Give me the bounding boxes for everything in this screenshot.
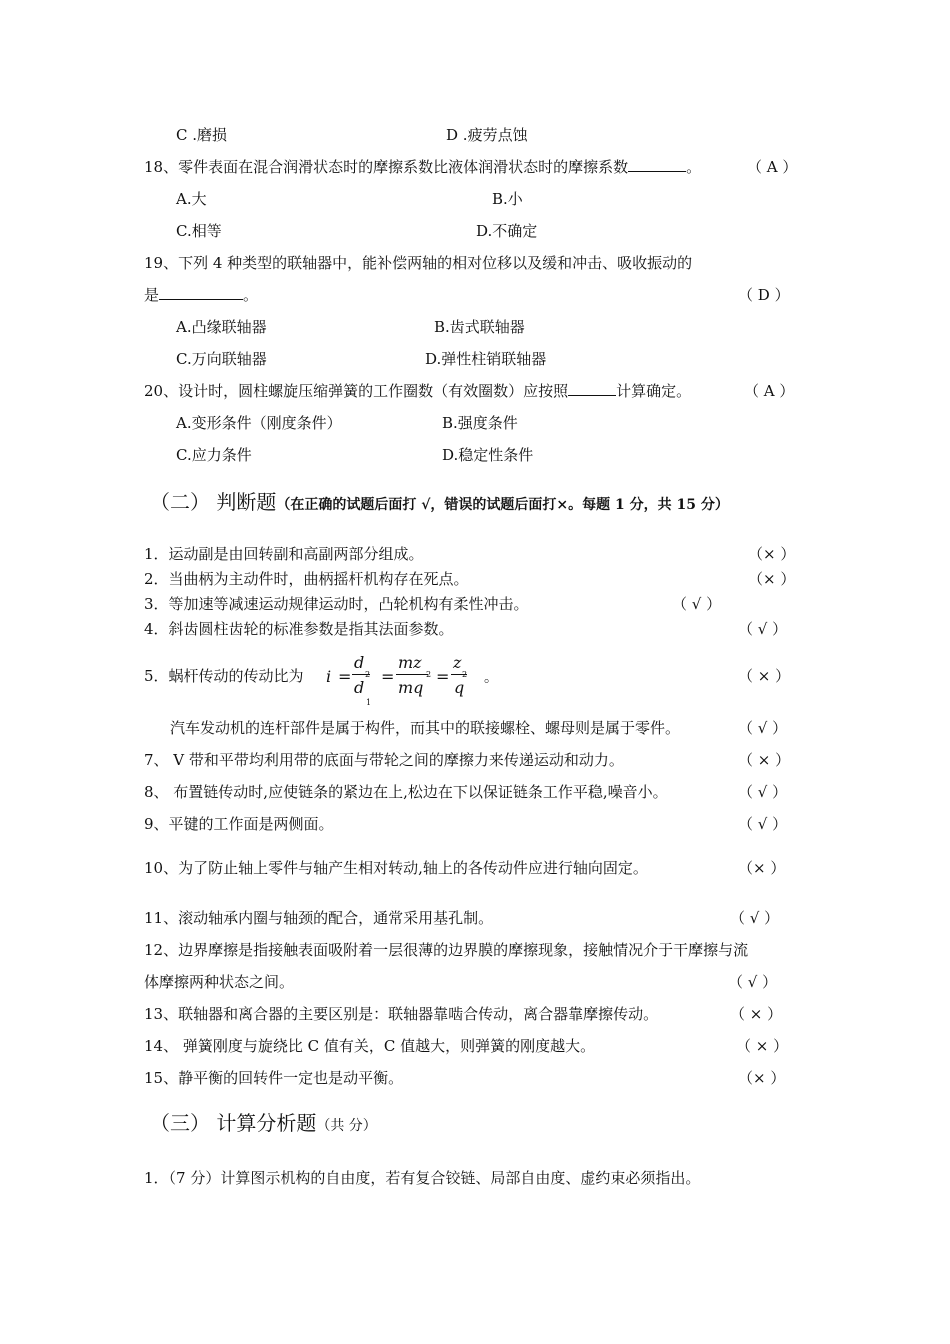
judge-6: 汽车发动机的连杆部件是属于构件，而其中的联接螺栓、螺母则是属于零件。 <box>170 719 681 737</box>
q19-stem-text: 是 <box>144 286 160 304</box>
judge-4-mark: （ √ ） <box>738 620 788 638</box>
judge-12-line2: 体摩擦两种状态之间。 <box>144 973 295 991</box>
judge-3-mark: （ √ ） <box>672 595 722 613</box>
judge-5: 5．蜗杆传动的传动比为 <box>144 667 304 685</box>
q18-stem <box>144 157 701 177</box>
q19-option-a: A.凸缘联轴器 <box>176 318 267 336</box>
q18-answer: （ A ） <box>747 158 798 176</box>
formula-eq-3: = <box>436 667 450 686</box>
q19-stem-end: 。 <box>243 286 259 304</box>
gear-ratio-formula <box>326 652 496 708</box>
q20-option-a: A.变形条件（刚度条件） <box>176 414 342 432</box>
q18-option-d: D.不确定 <box>476 222 538 240</box>
q20-stem-text: 20、设计时，圆柱螺旋压缩弹簧的工作圈数（有效圈数）应按照 <box>144 382 569 400</box>
judge-1-mark: （× ） <box>748 545 796 563</box>
q20-stem-end: 计算确定。 <box>616 382 692 400</box>
judge-9-mark: （ √ ） <box>738 815 788 833</box>
section-2-heading <box>150 489 729 518</box>
section-2-note: （在正确的试题后面打 √，错误的试题后面打×。每题 1 分，共 15 分） <box>276 497 729 513</box>
formula-period: 。 <box>484 670 498 686</box>
formula-mq: mq <box>398 678 424 697</box>
q18-option-a: A.大 <box>176 190 207 208</box>
judge-8-mark: （ √ ） <box>738 783 788 801</box>
formula-bar-3 <box>451 674 467 675</box>
judge-2: 2．当曲柄为主动件时，曲柄摇杆机构存在死点。 <box>144 570 469 588</box>
q20-option-d: D.稳定性条件 <box>442 446 534 464</box>
judge-13-mark: （ × ） <box>730 1005 783 1023</box>
judge-14-mark: （ × ） <box>736 1037 789 1055</box>
section-3-title: （三） 计算分析题 <box>150 1111 317 1135</box>
judge-15: 15、静平衡的回转件一定也是动平衡。 <box>144 1069 404 1087</box>
formula-d2-num: d <box>354 653 365 672</box>
q18-blank <box>628 157 686 172</box>
q17-option-d: D .疲劳点蚀 <box>446 126 528 144</box>
formula-sub-2c: 2 <box>462 670 468 679</box>
q18-stem-end: 。 <box>686 158 702 176</box>
judge-8: 8、 布置链传动时,应使链条的紧边在上,松边在下以保证链条工作平稳,噪音小。 <box>144 783 668 801</box>
judge-10-mark: （× ） <box>738 859 786 877</box>
q17-option-c: C .磨损 <box>176 126 228 144</box>
formula-d1-den: d <box>354 678 365 697</box>
calc-question-1: 1．（7 分）计算图示机构的自由度，若有复合铰链、局部自由度、虚约束必须指出。 <box>144 1169 701 1187</box>
formula-z: z <box>453 653 462 672</box>
q20-answer: （ A ） <box>744 382 795 400</box>
q19-blank <box>159 285 243 300</box>
formula-eq-1: = <box>338 667 352 686</box>
judge-11: 11、滚动轴承内圈与轴颈的配合，通常采用基孔制。 <box>144 909 494 927</box>
judge-1: 1．运动副是由回转副和高副两部分组成。 <box>144 545 424 563</box>
judge-15-mark: （× ） <box>738 1069 786 1087</box>
judge-4: 4．斜齿圆柱齿轮的标准参数是指其法面参数。 <box>144 620 454 638</box>
q20-option-c: C.应力条件 <box>176 446 252 464</box>
formula-bar-2 <box>396 674 428 675</box>
section-3-heading <box>150 1110 377 1139</box>
judge-3: 3．等加速等减速运动规律运动时，凸轮机构有柔性冲击。 <box>144 595 529 613</box>
formula-sub-1: 1 <box>366 698 372 707</box>
q20-option-b: B.强度条件 <box>442 414 518 432</box>
formula-bar-1 <box>352 674 370 675</box>
judge-10: 10、为了防止轴上零件与轴产生相对转动,轴上的各传动件应进行轴向固定。 <box>144 859 648 877</box>
formula-sub-2b: 2 <box>426 670 432 679</box>
judge-5-mark: （ × ） <box>738 667 791 685</box>
section-3-note: （共 分） <box>316 1118 377 1134</box>
judge-14: 14、 弹簧刚度与旋绕比 C 值有关，C 值越大，则弹簧的刚度越大。 <box>144 1037 596 1055</box>
judge-7-mark: （ × ） <box>738 751 791 769</box>
judge-9: 9、平键的工作面是两侧面。 <box>144 815 334 833</box>
judge-6-mark: （ √ ） <box>738 719 788 737</box>
q19-option-c: C.万向联轴器 <box>176 350 267 368</box>
judge-12-mark: （ √ ） <box>728 973 778 991</box>
formula-q: q <box>454 678 465 697</box>
formula-i: i <box>326 667 332 686</box>
q20-blank <box>568 381 616 396</box>
formula-mz: mz <box>398 653 422 672</box>
q19-answer: （ D ） <box>738 286 790 304</box>
judge-7: 7、 V 带和平带均利用带的底面与带轮之间的摩擦力来传递运动和动力。 <box>144 751 624 769</box>
q19-stem-line1: 19、下列 4 种类型的联轴器中，能补偿两轴的相对位移以及缓和冲击、吸收振动的 <box>144 254 693 272</box>
section-2-title: （二） 判断题 <box>150 490 277 514</box>
judge-2-mark: （× ） <box>748 570 796 588</box>
judge-11-mark: （ √ ） <box>730 909 780 927</box>
formula-eq-2: = <box>381 667 395 686</box>
q18-option-c: C.相等 <box>176 222 222 240</box>
formula-sub-2a: 2 <box>365 670 371 679</box>
judge-13: 13、联轴器和离合器的主要区别是：联轴器靠啮合传动，离合器靠摩擦传动。 <box>144 1005 659 1023</box>
q18-stem-text: 18、零件表面在混合润滑状态时的摩擦系数比液体润滑状态时的摩擦系数 <box>144 158 629 176</box>
q19-option-d: D.弹性柱销联轴器 <box>425 350 547 368</box>
q19-option-b: B.齿式联轴器 <box>434 318 525 336</box>
q20-stem <box>144 381 691 401</box>
judge-12-line1: 12、边界摩擦是指接触表面吸附着一层很薄的边界膜的摩擦现象，接触情况介于干摩擦与流 <box>144 941 749 959</box>
q19-stem-line2 <box>144 285 258 305</box>
q18-option-b: B.小 <box>492 190 523 208</box>
